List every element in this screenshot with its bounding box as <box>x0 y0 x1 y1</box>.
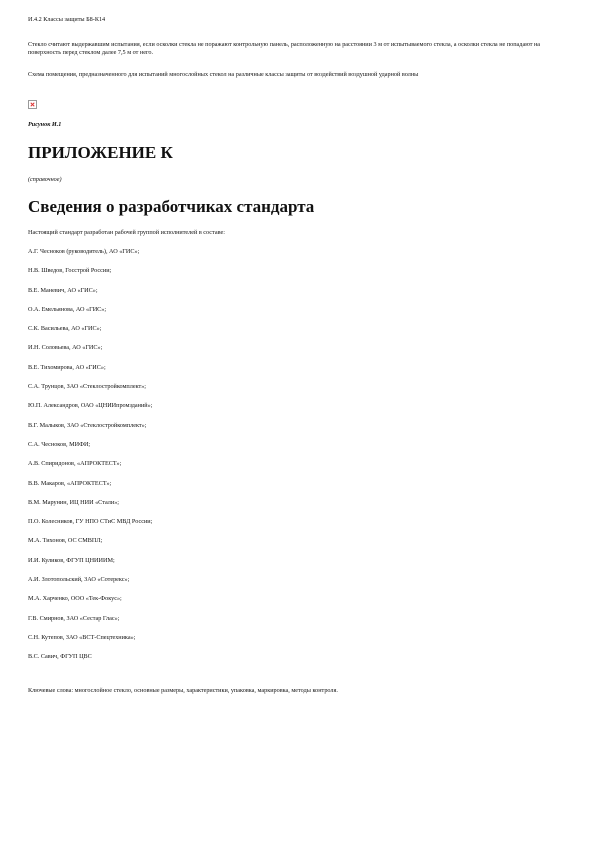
list-item: А.И. Злотопольский, ЗАО «Сотерекс»; <box>28 576 130 584</box>
list-item: С.Н. Кутепов, ЗАО «ВСТ-Спецтехника»; <box>28 633 136 641</box>
developers-intro: Настоящий стандарт разработан рабочей группой исполнителей в составе: <box>28 229 225 236</box>
broken-image-icon <box>28 100 37 109</box>
section-label: И.4.2 Классы защиты Б8-К14 <box>28 16 106 23</box>
paragraph-test-criteria: Стекло считают выдержавшим испытания, если осколки стекла не поражают контрольную панель, расположенную на расстоянии 3 м от испытываемого стекла, а осколки стекла не попадают на поверхность перед стеклом далее 7,5 м от него. <box>28 41 541 57</box>
list-item: А.Г. Чесноков (руководитель), АО «ГИС»; <box>28 248 140 255</box>
list-item: Н.В. Шведов, Госстрой России; <box>28 267 112 275</box>
list-item: В.Г. Малыков, ЗАО «Стеклостройкомплект»; <box>28 421 147 429</box>
list-item: М.А. Харченко, ООО «Тек-Фокус»; <box>28 595 122 603</box>
developers-list <box>28 248 152 673</box>
list-item: Ю.П. Александров, ОАО «ЦНИИпромзданий»; <box>28 402 153 410</box>
paragraph-scheme-description: Схема помещения, предназначенного для испытаний многослойных стекол на различные классы защиты от воздействий воздушной ударной волны <box>28 71 419 78</box>
appendix-note: (справочное) <box>28 176 62 183</box>
list-item: А.В. Спиридонов, «АПРОКТЕСТ»; <box>28 460 122 468</box>
list-item: И.И. Куликов, ФГУП ЦНИИИМ; <box>28 556 115 564</box>
list-item: В.Е. Маневич, АО «ГИС»; <box>28 286 98 294</box>
list-item: М.А. Тихонов, ОС СМВПЛ; <box>28 537 103 545</box>
figure-caption: Рисунок И.1 <box>28 121 62 128</box>
list-item: С.А. Трунцов, ЗАО «Стеклостройкомплект»; <box>28 383 147 391</box>
list-item: О.А. Емельянова, АО «ГИС»; <box>28 305 107 313</box>
appendix-title: ПРИЛОЖЕНИЕ К <box>28 143 173 162</box>
keywords-line: Ключевые слова: многослойное стекло, основные размеры, характеристики, упаковка, маркировка, методы контроля. <box>28 687 338 694</box>
list-item: С.К. Васильева, АО «ГИС»; <box>28 325 102 333</box>
list-item: П.О. Колесников, ГУ НПО СТиС МВД России; <box>28 518 153 526</box>
list-item: В.С. Савич, ФГУП ЦВС <box>28 653 92 661</box>
list-item: И.Н. Соловьева, АО «ГИС»; <box>28 344 103 352</box>
list-item: В.Е. Тихомирова, АО «ГИС»; <box>28 363 106 371</box>
list-item: С.А. Чесноков, МИФИ; <box>28 440 91 448</box>
list-item: В.В. Макаров, «АПРОКТЕСТ»; <box>28 479 112 487</box>
developers-heading: Сведения о разработчиках стандарта <box>28 197 315 216</box>
list-item: В.М. Марунин, ИЦ НИИ «Стали»; <box>28 498 120 506</box>
list-item: Г.В. Смирнов, ЗАО «Сестар Глас»; <box>28 614 120 622</box>
